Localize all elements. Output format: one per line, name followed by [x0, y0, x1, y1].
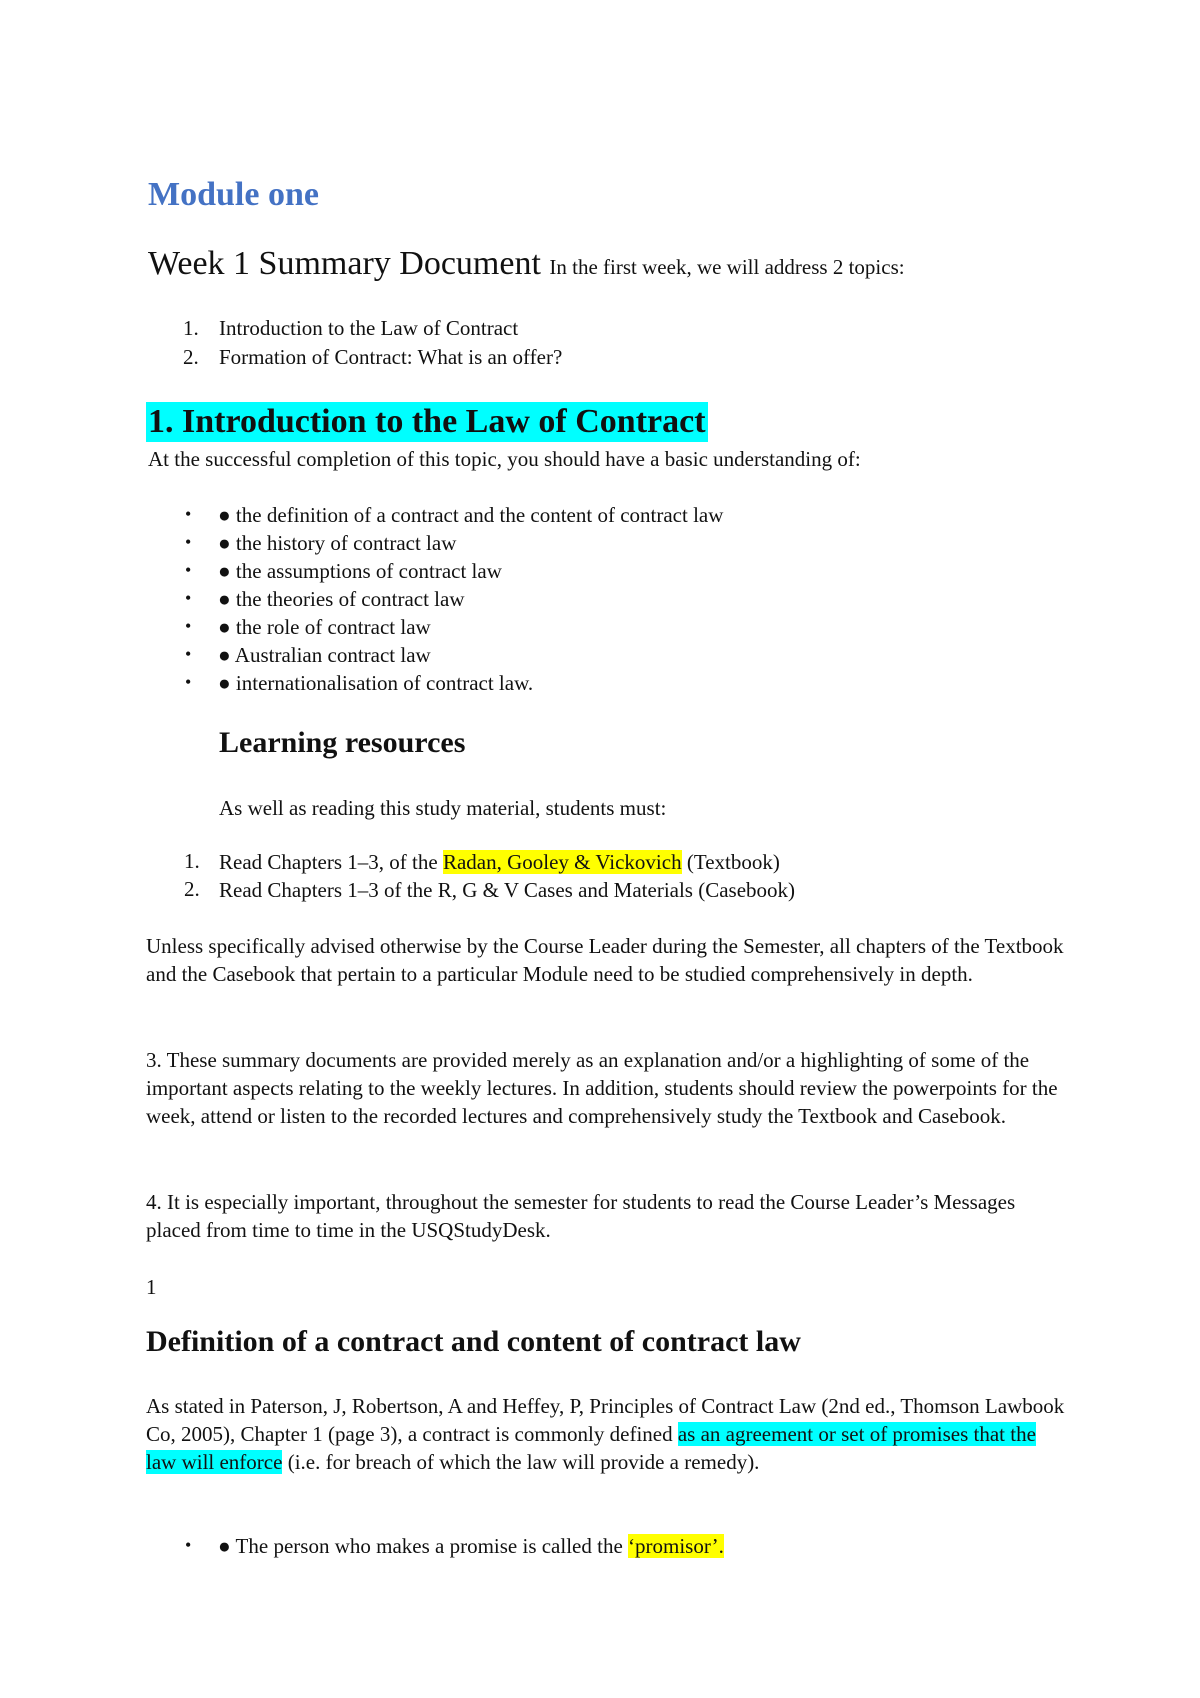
- resource-number: 1.: [184, 849, 200, 873]
- promisor-text: ● The person who makes a promise is called the: [218, 1534, 629, 1558]
- week-intro: In the first week, we will address 2 topics:: [549, 255, 905, 279]
- bullet-glyph: •: [185, 560, 192, 580]
- bullet-glyph: •: [185, 1535, 192, 1555]
- promisor-item: [218, 1532, 724, 1560]
- bullet-glyph: •: [185, 672, 192, 692]
- paragraph-4: 4. It is especially important, throughout the semester for students to read the Course Leader’s Messages placed from time to time in the USQStudyDesk.: [146, 1190, 1016, 1242]
- week-heading-line: [148, 245, 905, 283]
- module-title: Module one: [148, 176, 319, 213]
- bullet-glyph: •: [185, 532, 192, 552]
- section1-intro: At the successful completion of this topic, you should have a basic understanding of:: [148, 447, 861, 471]
- list-item: ● the role of contract law: [218, 615, 431, 639]
- definition-text: As stated in Paterson, J, Robertson, A and Heffey, P, Principles of Contract Law (2nd ed., Thomson Lawbook Co, 2005), Chapter 1 (page 3), a contract is commonly defined: [146, 1394, 1065, 1446]
- learning-resources-heading: Learning resources: [219, 726, 466, 759]
- definition-heading: Definition of a contract and content of contract law: [146, 1325, 801, 1358]
- topic-number: 2.: [183, 345, 199, 369]
- list-item: ● the theories of contract law: [218, 587, 465, 611]
- list-item: ● the history of contract law: [218, 531, 457, 555]
- paragraph-unless: Unless specifically advised otherwise by the Course Leader during the Semester, all chapters of the Textbook and the Casebook that pertain to a particular Module need to be studied comprehensively in depth.: [146, 934, 1064, 986]
- resource-text: Read Chapters 1–3, of the: [219, 850, 443, 874]
- topic-item: Formation of Contract: What is an offer?: [219, 345, 563, 369]
- bullet-glyph: •: [185, 644, 192, 664]
- list-item: ● Australian contract law: [218, 643, 431, 667]
- resource-number: 2.: [184, 877, 200, 901]
- list-item: ● the assumptions of contract law: [218, 559, 502, 583]
- topic-number: 1.: [183, 316, 199, 340]
- learning-intro: As well as reading this study material, students must:: [219, 796, 667, 820]
- definition-paragraph: [146, 1392, 1066, 1476]
- section1-heading: 1. Introduction to the Law of Contract: [148, 403, 706, 440]
- paragraph-3: 3. These summary documents are provided merely as an explanation and/or a highlighting of some of the important aspects relating to the weekly lectures. In addition, students should review the powerpoints for the week, attend or listen to the recorded lectures and comprehensively study the Textbook and Casebook.: [146, 1048, 1058, 1128]
- highlighted-definition: as an agreement or set of promises that the law will enforce: [146, 1422, 1036, 1474]
- resource-text: (Textbook): [681, 850, 780, 874]
- resource-item: [219, 848, 780, 876]
- list-item: ● the definition of a contract and the content of contract law: [218, 503, 724, 527]
- week-heading: Week 1 Summary Document: [148, 245, 541, 282]
- bullet-glyph: •: [185, 504, 192, 524]
- topic-item: Introduction to the Law of Contract: [219, 316, 519, 340]
- page-number: 1: [146, 1275, 157, 1299]
- definition-text: (i.e. for breach of which the law will provide a remedy).: [282, 1450, 760, 1474]
- resource-item: Read Chapters 1–3 of the R, G & V Cases and Materials (Casebook): [219, 878, 796, 902]
- bullet-glyph: •: [185, 616, 192, 636]
- highlighted-promisor: ‘promisor’.: [628, 1534, 724, 1558]
- list-item: ● internationalisation of contract law.: [218, 671, 534, 695]
- highlighted-textbook-authors: Radan, Gooley & Vickovich: [442, 850, 682, 874]
- bullet-glyph: •: [185, 588, 192, 608]
